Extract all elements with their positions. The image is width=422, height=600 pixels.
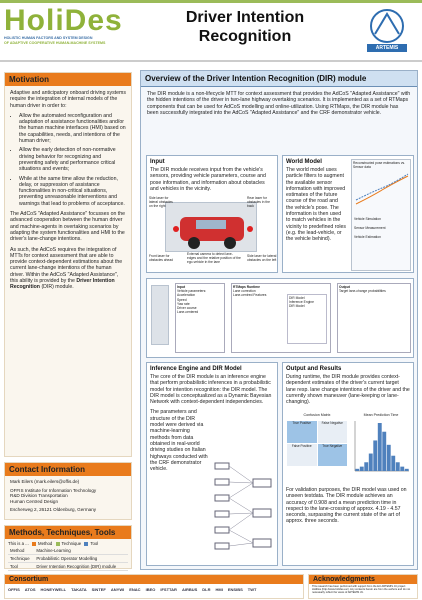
tool-square-icon xyxy=(84,542,88,546)
world-model-fig-row: Vehicle Simulation xyxy=(354,217,381,221)
mtt-type: Technique xyxy=(8,555,34,563)
motivation-dir-term: Driver Intention Recognition xyxy=(10,278,115,291)
histogram-plot xyxy=(351,417,411,477)
histogram-chart xyxy=(351,413,411,483)
pipeline-label: Lane-centred Features xyxy=(233,293,267,298)
motivation-paragraph-3 xyxy=(10,247,126,291)
pipeline-label: Yaw rate xyxy=(177,301,190,306)
ack-text: This research has been performed with support from the EU ARTEMIS JU project HoliDes (http://www.holides.eu/). Any contents herein are from the authors and do not necessarily reflect the views of ARTEMIS JU. xyxy=(312,585,411,595)
table-row xyxy=(8,555,128,563)
partner-logo: ATOS xyxy=(24,587,36,592)
ack-section xyxy=(308,574,418,599)
world-model-fig-row: Sensor Measurement xyxy=(354,226,386,230)
partner-logo: HMI xyxy=(215,587,223,592)
motivation-bullets xyxy=(10,113,126,207)
partner-logo: ENSIBS xyxy=(227,587,243,592)
inference-box xyxy=(146,362,278,566)
mtt-type: Tool xyxy=(8,563,34,571)
pipeline-label: DIR Model xyxy=(289,296,305,300)
motivation-bullet: • Allow the automated reconfiguration and adaptation of assistance functionalities and/or the human machine interfaces (HMI) based on the capabilities, needs, and intentions of the human driver; xyxy=(19,113,126,144)
output-title: Output and Results xyxy=(286,366,342,372)
confusion-cell: False Negative xyxy=(318,421,348,443)
histogram-bar xyxy=(387,445,391,471)
contact-section xyxy=(4,462,132,520)
artemis-logo xyxy=(357,6,417,54)
histogram-bar xyxy=(360,467,364,471)
partner-logo: OFFIS xyxy=(8,587,20,592)
mtt-legend-method: Method xyxy=(37,541,53,546)
motivation-heading: Motivation xyxy=(5,73,131,86)
logo-subtitle-1: HOLISTIC HUMAN FACTORS AND SYSTEM DESIGN xyxy=(4,36,93,40)
pipeline-label: Driver course xyxy=(177,306,197,311)
world-model-fig-row: Vehicle Estimation xyxy=(354,235,381,239)
pipeline-diagram xyxy=(146,278,414,358)
sensor-label: Side laser for lateral obstacles on the right xyxy=(149,196,173,208)
mtt-table xyxy=(8,547,128,571)
confusion-title: Confusion Matrix xyxy=(303,413,331,417)
trajectory-plot xyxy=(352,170,412,210)
inference-text-2: The parameters and structure of the DIR model were derived via machine-learning methods from data obtained in real-world driving studies on Italian highways conducted with the CRF demonstrator vehicle. xyxy=(150,409,208,473)
input-title: Input xyxy=(150,159,165,165)
pipeline-output-block xyxy=(337,283,411,353)
histogram-bar xyxy=(391,456,395,471)
histogram-bar xyxy=(405,469,409,471)
histogram-title: Mean Prediction Time xyxy=(363,413,399,417)
table-row xyxy=(8,563,128,571)
sensor-label: Rear laser for obstacles in the back xyxy=(247,196,270,208)
mtt-heading: Methods, Techniques, Tools xyxy=(5,526,131,539)
mtt-legend-tool: Tool xyxy=(90,541,99,546)
contact-org-1: OFFIS Institute for Information Technology xyxy=(10,487,97,493)
histogram-bar xyxy=(382,432,386,471)
pipeline-label: Target lane-change probabilities xyxy=(339,289,386,294)
histogram-bar xyxy=(364,462,368,471)
highway-image xyxy=(151,285,169,345)
pipeline-runtime-block xyxy=(231,283,331,353)
technique-square-icon xyxy=(56,542,60,546)
contact-body xyxy=(5,476,131,516)
mtt-name: Probabilistic Operator Modelling xyxy=(34,555,128,563)
motivation-section xyxy=(4,72,132,457)
inference-text-1: The core of the DIR module is an inference engine that perform probabilistic inferences in a probabilistic model for intention recognition: the DIR model. The DIR model is conceptualized as a Dynamic Bayesian Network with context-dependent independencies. xyxy=(150,374,272,406)
pipeline-label: Speed xyxy=(177,297,187,302)
motivation-bullet: • While at the same time allow the reduction, delay, or suppression of assistance functionalities in non-critical situations, preventing unreasonable interventions and warnings that lead to problems of acceptance. xyxy=(19,176,126,207)
sensor-label: Side laser for lateral obstacles on the left xyxy=(247,254,277,262)
world-model-title: World Model xyxy=(286,159,322,165)
contact-heading: Contact Information xyxy=(5,463,131,476)
mtt-legend xyxy=(8,541,128,546)
mtt-type: Method xyxy=(8,547,34,555)
pipeline-label: RTMaps Runtime xyxy=(233,285,260,289)
input-box xyxy=(146,155,278,273)
vehicle-photo xyxy=(165,202,257,252)
contact-name[interactable]: Mark Eilers (mark.eilers@offis.de) xyxy=(10,479,80,484)
consortium-heading: Consortium xyxy=(5,575,303,584)
histogram-bar xyxy=(355,469,359,471)
partner-logo: IBEO xyxy=(145,587,156,592)
logo-subtitle-2: OF ADAPTIVE COOPERATIVE HUMAN-MACHINE SYSTEMS xyxy=(4,40,106,45)
sensor-label: External camera to detect lane-edges and the relative position of the ego-vehicle in the lane xyxy=(187,252,241,264)
overview-heading: Overview of the Driver Intention Recognition (DIR) module xyxy=(141,71,417,87)
motivation-paragraph-2: The AdCoS "Adapted Assistance" focusses on the advanced cooperation between the human driver and machine-agents in overtaking scenarios by adapting the system functionalities and HMI to the driver's lane-change intentions. xyxy=(10,211,125,243)
partner-logo: TAKATA xyxy=(71,587,87,592)
mtt-name: Driver Intention Recognition (DIR) module xyxy=(34,563,128,571)
mtt-legend-prefix: This is a ... xyxy=(8,541,29,546)
partner-logo: DLR xyxy=(202,587,211,592)
world-model-box xyxy=(282,155,414,273)
contact-org-2: R&D Division Transportation xyxy=(10,493,68,499)
contact-address: Escherweg 2, 26121 Oldenburg, Germany xyxy=(10,507,97,513)
mtt-section xyxy=(4,525,132,569)
motivation-paragraph-3-text: As such, the AdCoS requires the integration of MTTs for context assessment that are able to provide context-dependent estimations about the current lane-change intentions of the human driver. Within the AdCoS "Adapted Assistance", this ability is provided by the xyxy=(10,246,123,285)
motivation-body xyxy=(5,86,131,299)
pipeline-label: DIR Model xyxy=(289,304,305,309)
pipeline-label: Lane-centered xyxy=(177,310,199,315)
partner-logo: HONEYWELL xyxy=(40,587,67,592)
consortium-section xyxy=(4,574,304,599)
partner-logo: TWT xyxy=(247,587,257,592)
bayesian-network-icon xyxy=(213,459,275,563)
artemis-label: ARTEMIS xyxy=(375,45,399,51)
ack-heading: Acknowledgments xyxy=(309,575,417,584)
inference-title: Inference Engine and DIR Model xyxy=(150,366,242,372)
motivation-paragraph-3-end: (DIR) module. xyxy=(41,284,74,291)
car-icon xyxy=(166,203,258,253)
logo-wordmark: HoliDes xyxy=(4,4,123,37)
pipeline-label: Inference Engine xyxy=(289,300,314,305)
partner-logo: AIRBUS xyxy=(181,587,198,592)
pipeline-label: Lane correction xyxy=(233,289,256,294)
partner-logo: IFSTTAR xyxy=(160,587,177,592)
method-square-icon xyxy=(32,542,36,546)
pipeline-label: Acceleration xyxy=(177,293,196,298)
partner-logo: ENAC xyxy=(129,587,141,592)
pipeline-label: Output xyxy=(339,285,350,289)
pipeline-label: Input xyxy=(177,285,186,289)
histogram-bar xyxy=(369,454,373,471)
histogram-bar xyxy=(400,467,404,471)
histogram-bar xyxy=(396,462,400,471)
partner-logo: ANYWI xyxy=(110,587,125,592)
output-text-2: For validation purposes, the DIR model was used on unseen testdata. The DIR module achieves an accuracy of 0.908 and a mean prediction time in respect to the lane-crossing of approx. 4.19 - 4.57 seconds, surpassing the current state of the art of approx. three seconds. xyxy=(286,487,407,525)
output-box xyxy=(282,362,414,566)
pose-estimation-figure xyxy=(351,159,411,271)
world-model-text: The world model uses particle filters to augment the available sensor information with improved estimates of the future course of the road and the vehicle's pose. The information is then used to match vehicles in the vicinity to predefined roles (e.g. the lead-vehicle, or the vehicle behind). xyxy=(286,167,346,243)
motivation-bullet: • Allow the early detection of non-normative driving behavior for recognizing and preventing safety and performance critical situations and events; xyxy=(19,147,126,172)
holides-logo xyxy=(4,6,154,54)
world-model-fig-legend xyxy=(352,215,410,242)
histogram-bar xyxy=(373,440,377,471)
contact-org-3: Human Centred Design xyxy=(10,498,59,504)
dbn-diagram xyxy=(213,459,275,563)
output-text-1: During runtime, the DIR module provides context-dependent estimates of the driver's current target lane resp. lane change intentions of the driver and the currently shown maneuver (lane-keeping or lane-changing). xyxy=(286,374,410,406)
mtt-legend-technique: Technique xyxy=(61,541,82,546)
world-model-fig-caption: Reconstructed pose estimations vs. Sensor data xyxy=(353,161,406,169)
sensor-label: Front laser for obstacles ahead xyxy=(149,254,174,262)
partner-logo: SINTEF xyxy=(91,587,106,592)
confusion-cell: False Positive xyxy=(287,444,317,466)
motivation-intro: Adaptive and anticipatory onboard driving systems require the integration of internal models of the human driver in order to: xyxy=(10,90,126,109)
mtt-body xyxy=(5,539,131,573)
header-top-stripe xyxy=(0,0,422,3)
input-text: The DIR module receives input from the vehicle's sensors, providing vehicle parameters, course and pose information, and information about obstacles and vehicles in the vicinity. xyxy=(150,167,266,192)
dir-model-block xyxy=(287,294,327,344)
header-divider xyxy=(0,60,422,62)
pipeline-label: Vehicle parameters: xyxy=(177,289,207,294)
histogram-bar xyxy=(378,423,382,471)
confusion-matrix xyxy=(287,413,347,483)
table-row xyxy=(8,547,128,555)
overview-text: The DIR module is a non-lifecycle MTT for context assessment that provides the AdCoS "Adapted Assistance" with the hidden intentions of the driver in two-lane highway overtaking scenarios. It is implemented as a set of RTMaps components that can be used for AdCoS modelling and online-utilization. Using RTMaps, the DIR module has been successfully integrated into the AdCoS "Adapted Assistance" and the CRF demonstrator vehicle. xyxy=(147,91,411,116)
consortium-logos xyxy=(5,584,303,595)
pipeline-input-block xyxy=(175,283,225,353)
poster-title: Driver Intention Recognition xyxy=(185,9,305,45)
confusion-cell: True Positive xyxy=(287,421,317,443)
confusion-cell: True Negative xyxy=(318,444,348,466)
mtt-name: Machine-Learning xyxy=(34,547,128,555)
